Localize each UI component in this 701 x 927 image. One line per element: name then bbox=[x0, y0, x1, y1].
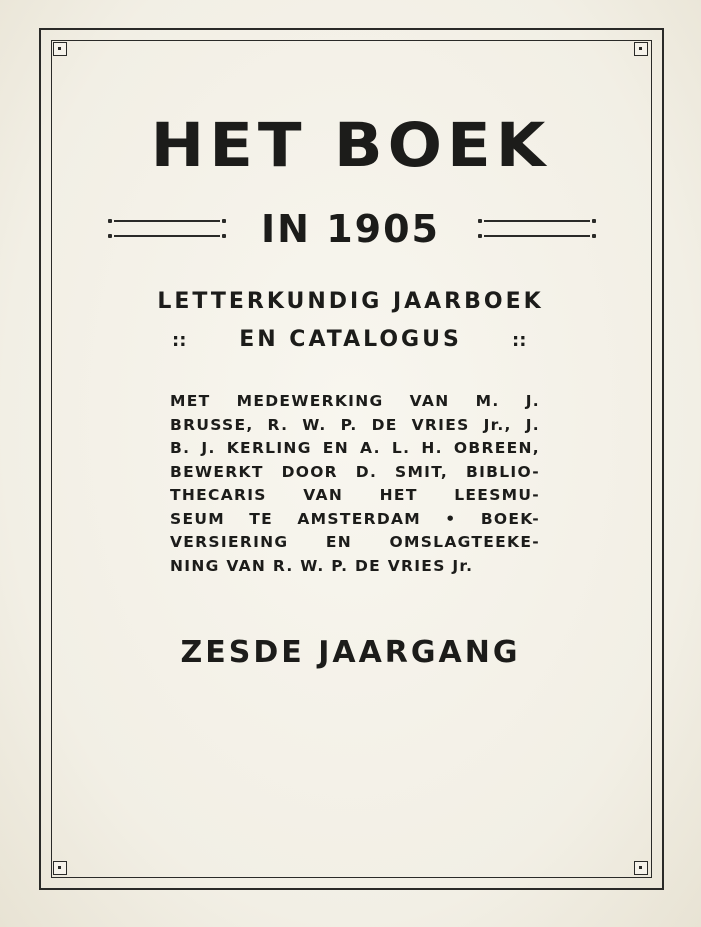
edition-line: ZESDE JAARGANG bbox=[180, 635, 521, 670]
credits-line: SEUM TE AMSTERDAM • BOEK- bbox=[170, 509, 540, 528]
credits-line: THECARIS VAN HET LEESMU- bbox=[170, 486, 540, 504]
corner-ornament-top-left bbox=[53, 42, 67, 56]
credits-line: NING VAN R. W. P. DE VRIES Jr. bbox=[170, 556, 474, 575]
credits-line: B. J. KERLING EN A. L. H. OBREEN, bbox=[170, 439, 540, 457]
separator-left: :: bbox=[172, 330, 187, 351]
corner-ornament-bottom-right bbox=[634, 861, 648, 875]
corner-ornament-bottom-left bbox=[53, 861, 67, 875]
credits-line: BEWERKT DOOR D. SMIT, BIBLIO- bbox=[170, 462, 540, 481]
decorative-rule-right bbox=[478, 218, 596, 238]
credits-line: VERSIERING EN OMSLAGTEEKE- bbox=[170, 533, 540, 551]
subtitle-line-1: LETTERKUNDIG JAARBOEK bbox=[157, 289, 544, 314]
separator-right: :: bbox=[512, 330, 527, 351]
year-line: IN 1905 bbox=[261, 207, 440, 251]
year-row bbox=[0, 204, 701, 254]
credits-paragraph bbox=[170, 390, 540, 578]
credits-line: BRUSSE, R. W. P. DE VRIES Jr., J. bbox=[170, 415, 540, 434]
subtitle-line-2: EN CATALOGUS bbox=[239, 327, 462, 352]
book-title: HET BOEK bbox=[150, 110, 551, 182]
credits-line: MET MEDEWERKING VAN M. J. bbox=[170, 392, 540, 410]
corner-ornament-top-right bbox=[634, 42, 648, 56]
